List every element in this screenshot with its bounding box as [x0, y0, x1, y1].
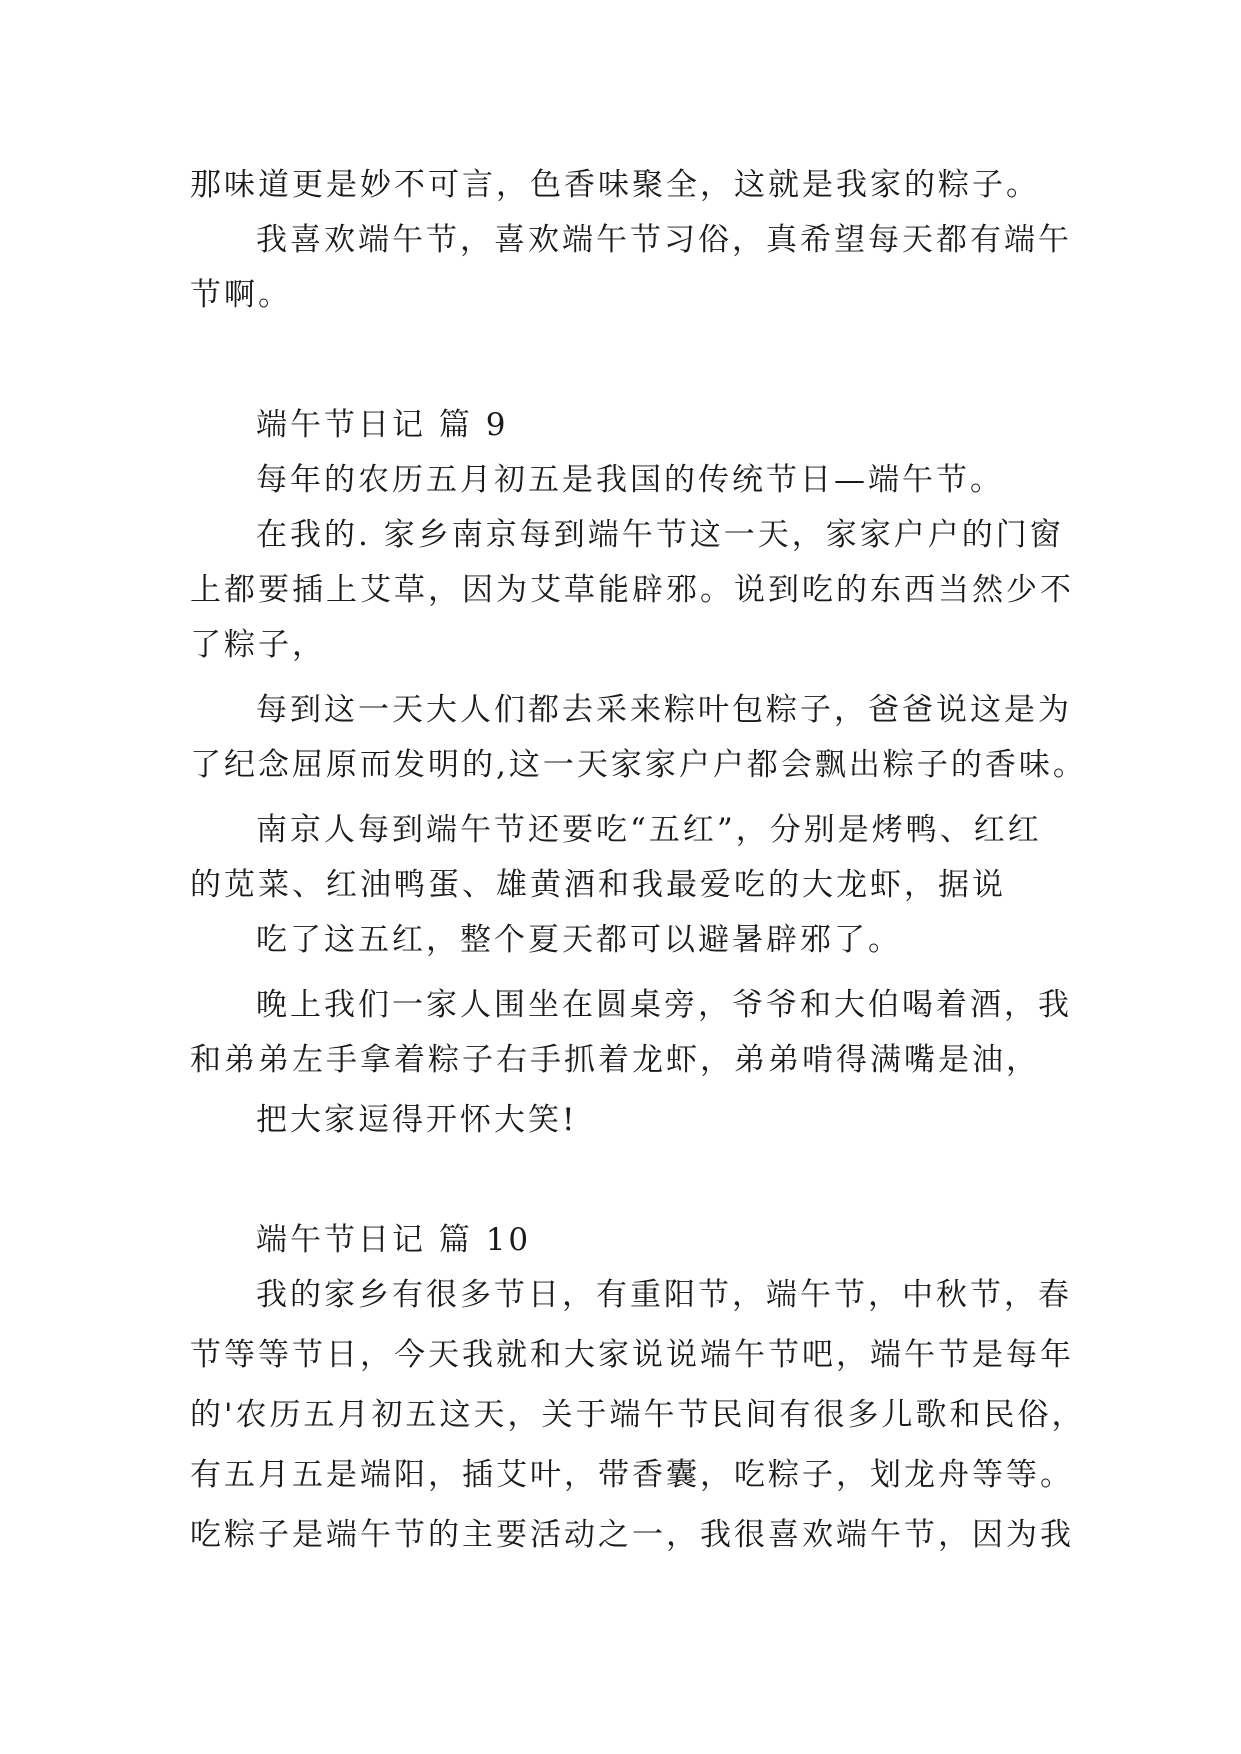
paragraph-first-line: 南京人每到端午节还要吃“五红”，分别是烤鸭、红红 — [256, 812, 1042, 848]
text-line: 有五月五是端阳，插艾叶，带香囊，吃粽子，划龙舟等等。 — [190, 1457, 1074, 1493]
paragraph-first-line: 在我的. 家乡南京每到端午节这一天，家家户户的门窗 — [256, 517, 1064, 553]
text-line: 那味道更是妙不可言，色香味聚全，这就是我家的粽子。 — [190, 167, 1040, 203]
paragraph-first-line: 我喜欢端午节，喜欢端午节习俗，真希望每天都有端午 — [256, 222, 1072, 258]
text-line: 的苋菜、红油鸭蛋、雄黄酒和我最爱吃的大龙虾，据说 — [190, 867, 1006, 903]
paragraph-first-line: 吃了这五红，整个夏天都可以避暑辟邪了。 — [256, 922, 902, 958]
text-line: 和弟弟左手拿着粽子右手抓着龙虾，弟弟啃得满嘴是油， — [190, 1042, 1040, 1078]
text-line: 了粽子， — [190, 627, 326, 663]
paragraph-first-line: 晚上我们一家人围坐在圆桌旁，爷爷和大伯喝着酒，我 — [256, 987, 1072, 1023]
text-line: 吃粽子是端午节的主要活动之一，我很喜欢端午节，因为我 — [190, 1517, 1074, 1553]
paragraph-first-line: 每到这一天大人们都去采来粽叶包粽子，爸爸说这是为 — [256, 692, 1072, 728]
text-line: 节等等节日，今天我就和大家说说端午节吧，端午节是每年 — [190, 1337, 1074, 1373]
section-heading-9: 端午节日记 篇 9 — [256, 407, 509, 443]
text-line: 节啊。 — [190, 277, 292, 313]
section-heading-10: 端午节日记 篇 10 — [256, 1222, 532, 1258]
paragraph-first-line: 每年的农历五月初五是我国的传统节日—端午节。 — [256, 462, 1004, 498]
text-line: 上都要插上艾草，因为艾草能辟邪。说到吃的东西当然少不 — [190, 572, 1074, 608]
paragraph-first-line: 我的家乡有很多节日，有重阳节，端午节，中秋节，春 — [256, 1277, 1072, 1313]
text-line: 的'农历五月初五这天，关于端午节民间有很多儿歌和民俗， — [190, 1397, 1086, 1433]
paragraph-first-line: 把大家逗得开怀大笑! — [256, 1102, 578, 1138]
text-line: 了纪念屈原而发明的,这一天家家户户都会飘出粽子的香味。 — [190, 747, 1087, 783]
